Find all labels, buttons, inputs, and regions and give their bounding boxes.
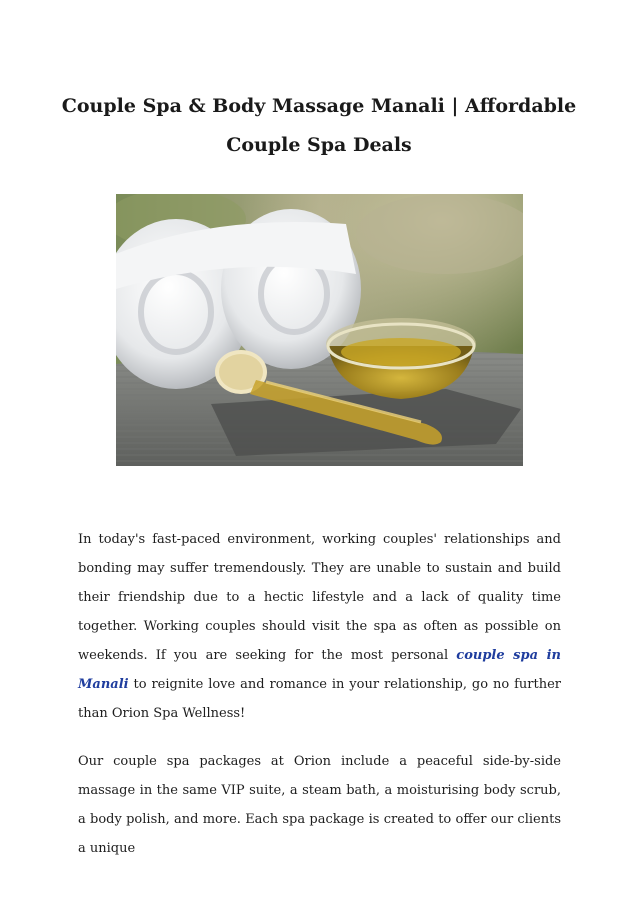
couple-spa-link[interactable]: couple spa in Manali: [78, 648, 561, 692]
page-title: Couple Spa & Body Massage Manali | Affordable Couple Spa Deals: [61, 94, 577, 156]
intro-text-before-link: In today's fast-paced environment, working couples' relationships and bonding may suffer tremendously. They are unable to sustain and build their friendship due to a hectic lifestyle and a lack of quality time together. Working couples should visit the spa as often as possible on weekends. If you are seeking for the most personal: [78, 532, 561, 663]
packages-paragraph: Our couple spa packages at Orion include a peaceful side-by-side massage in the same VIP suite, a steam bath, a moisturising body scrub, a body polish, and more. Each spa package is created to offer our clients a unique: [78, 754, 561, 856]
intro-text-after-link: to reignite love and romance in your relationship, go no further than Orion Spa Wellness!: [78, 677, 561, 721]
spa-photo: [116, 194, 523, 466]
intro-paragraph: [78, 525, 561, 728]
